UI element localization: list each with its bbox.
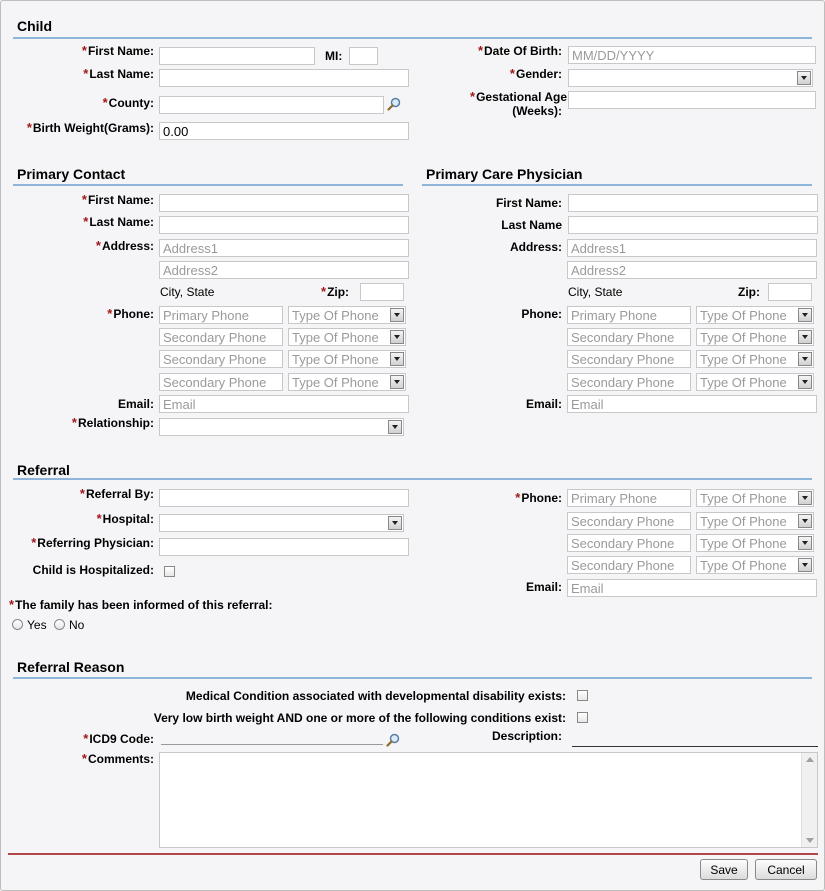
section-divider bbox=[422, 184, 812, 186]
contact-phone-label: *Phone: bbox=[107, 306, 154, 321]
physician-primary-phone-input[interactable] bbox=[567, 306, 691, 324]
child-last-name-input[interactable] bbox=[159, 69, 409, 87]
contact-address1-input[interactable] bbox=[159, 239, 409, 257]
section-title-referral: Referral bbox=[17, 462, 70, 478]
hospital-select[interactable] bbox=[159, 514, 404, 532]
icd9-label: *ICD9 Code: bbox=[83, 731, 154, 746]
physician-secondary-phone-input[interactable] bbox=[567, 373, 691, 391]
contact-secondary-phone-input[interactable] bbox=[159, 328, 283, 346]
referral-email-input[interactable] bbox=[567, 579, 817, 597]
chevron-down-icon bbox=[798, 514, 812, 528]
chevron-down-icon bbox=[390, 352, 404, 366]
chevron-down-icon bbox=[798, 375, 812, 389]
physician-email-input[interactable] bbox=[567, 395, 817, 413]
description-field[interactable] bbox=[572, 746, 818, 747]
physician-address1-input[interactable] bbox=[567, 239, 817, 257]
physician-phone-type-select[interactable]: Type Of Phone bbox=[696, 328, 814, 346]
section-divider bbox=[13, 478, 812, 480]
dob-input[interactable] bbox=[568, 46, 816, 64]
physician-first-name-label: First Name: bbox=[495, 196, 562, 210]
child-last-name-label: *Last Name: bbox=[83, 66, 154, 81]
referral-secondary-phone-input[interactable] bbox=[567, 534, 691, 552]
family-informed-no-radio[interactable] bbox=[54, 619, 65, 630]
referral-by-input[interactable] bbox=[159, 489, 409, 507]
referring-physician-input[interactable] bbox=[159, 538, 409, 556]
contact-last-name-input[interactable] bbox=[159, 216, 409, 234]
low-birth-weight-checkbox[interactable] bbox=[577, 712, 588, 723]
contact-phone-type-select[interactable]: Type Of Phone bbox=[288, 306, 406, 324]
section-title-referral-reason: Referral Reason bbox=[17, 659, 125, 675]
child-county-input[interactable] bbox=[159, 96, 384, 114]
chevron-down-icon bbox=[798, 491, 812, 505]
referral-by-label: *Referral By: bbox=[79, 486, 154, 501]
physician-address-label: Address: bbox=[509, 240, 562, 254]
physician-phone-type-select[interactable]: Type Of Phone bbox=[696, 350, 814, 368]
child-hospitalized-label: Child is Hospitalized: bbox=[32, 563, 154, 577]
contact-secondary-phone-input[interactable] bbox=[159, 350, 283, 368]
physician-secondary-phone-input[interactable] bbox=[567, 350, 691, 368]
referral-secondary-phone-input[interactable] bbox=[567, 512, 691, 530]
comments-textarea[interactable] bbox=[159, 752, 818, 848]
referring-physician-label: *Referring Physician: bbox=[31, 535, 154, 550]
section-title-primary-contact: Primary Contact bbox=[17, 166, 126, 182]
physician-zip-label: Zip: bbox=[738, 285, 760, 299]
chevron-down-icon bbox=[390, 375, 404, 389]
contact-address2-input[interactable] bbox=[159, 261, 409, 279]
chevron-down-icon bbox=[797, 71, 811, 85]
child-hospitalized-checkbox[interactable] bbox=[164, 566, 175, 577]
referral-primary-phone-input[interactable] bbox=[567, 489, 691, 507]
referral-secondary-phone-input[interactable] bbox=[567, 556, 691, 574]
chevron-down-icon bbox=[798, 330, 812, 344]
dob-label: *Date Of Birth: bbox=[477, 43, 562, 58]
comments-label: *Comments: bbox=[81, 751, 154, 766]
child-first-name-label: *First Name: bbox=[81, 43, 154, 58]
scroll-up-icon[interactable] bbox=[806, 757, 814, 762]
relationship-select[interactable] bbox=[159, 418, 404, 436]
chevron-down-icon bbox=[388, 420, 402, 434]
referral-phone-type-select[interactable]: Type Of Phone bbox=[696, 556, 814, 574]
chevron-down-icon bbox=[390, 308, 404, 322]
contact-phone-type-select[interactable]: Type Of Phone bbox=[288, 328, 406, 346]
section-divider bbox=[13, 677, 812, 679]
icd9-input[interactable] bbox=[161, 744, 383, 745]
contact-phone-type-select[interactable]: Type Of Phone bbox=[288, 373, 406, 391]
physician-last-name-label: Last Name bbox=[501, 218, 562, 232]
child-first-name-input[interactable] bbox=[159, 47, 315, 65]
footer-divider bbox=[8, 853, 818, 855]
gestational-age-label: *Gestational Age bbox=[470, 89, 567, 104]
physician-zip-input[interactable] bbox=[768, 283, 812, 301]
physician-first-name-input[interactable] bbox=[568, 194, 818, 212]
contact-zip-label: *Zip: bbox=[321, 284, 350, 299]
family-informed-yes-radio[interactable] bbox=[12, 619, 23, 630]
chevron-down-icon bbox=[390, 330, 404, 344]
family-informed-no-label: No bbox=[69, 618, 85, 632]
section-divider bbox=[13, 37, 812, 39]
cancel-button[interactable]: Cancel bbox=[755, 859, 817, 880]
contact-first-name-label: *First Name: bbox=[81, 192, 154, 207]
contact-city-state: City, State bbox=[160, 285, 215, 299]
section-divider bbox=[13, 184, 403, 186]
medical-condition-checkbox[interactable] bbox=[577, 690, 588, 701]
contact-last-name-label: *Last Name: bbox=[83, 214, 154, 229]
chevron-down-icon bbox=[798, 536, 812, 550]
physician-phone-type-select[interactable]: Type Of Phone bbox=[696, 373, 814, 391]
birth-weight-input[interactable] bbox=[159, 122, 409, 140]
contact-secondary-phone-input[interactable] bbox=[159, 373, 283, 391]
referral-phone-label: *Phone: bbox=[515, 490, 562, 505]
contact-email-input[interactable] bbox=[159, 395, 409, 413]
referral-phone-type-select[interactable]: Type Of Phone bbox=[696, 512, 814, 530]
child-mi-label: MI: bbox=[325, 49, 343, 63]
referral-email-label: Email: bbox=[525, 580, 562, 594]
chevron-down-icon bbox=[798, 352, 812, 366]
chevron-down-icon bbox=[798, 558, 812, 572]
section-title-child: Child bbox=[17, 18, 52, 34]
hospital-label: *Hospital: bbox=[96, 511, 154, 526]
family-informed-label: *The family has been informed of this referral: bbox=[9, 597, 273, 612]
gestational-age-label-weeks: (Weeks): bbox=[512, 104, 562, 118]
child-county-label: *County: bbox=[102, 95, 154, 110]
physician-email-label: Email: bbox=[525, 397, 562, 411]
birth-weight-label: *Birth Weight(Grams): bbox=[26, 120, 154, 135]
medical-condition-label: Medical Condition associated with developmental disability exists: bbox=[185, 689, 566, 703]
description-label: Description: bbox=[491, 729, 562, 743]
gender-label: *Gender: bbox=[509, 66, 562, 81]
relationship-label: *Relationship: bbox=[71, 415, 154, 430]
icd9-search-icon[interactable] bbox=[386, 733, 400, 747]
save-button[interactable]: Save bbox=[700, 859, 748, 880]
chevron-down-icon bbox=[388, 516, 402, 530]
gestational-age-input[interactable] bbox=[568, 91, 816, 109]
physician-phone-type-select[interactable]: Type Of Phone bbox=[696, 306, 814, 324]
physician-secondary-phone-input[interactable] bbox=[567, 328, 691, 346]
family-informed-yes-label: Yes bbox=[27, 618, 47, 632]
gender-select[interactable] bbox=[568, 69, 813, 87]
referral-phone-type-select[interactable]: Type Of Phone bbox=[696, 489, 814, 507]
county-search-icon[interactable] bbox=[387, 97, 401, 111]
contact-phone-type-select[interactable]: Type Of Phone bbox=[288, 350, 406, 368]
comments-scrollbar[interactable] bbox=[801, 753, 817, 847]
contact-email-label: Email: bbox=[117, 397, 154, 411]
scroll-down-icon[interactable] bbox=[806, 838, 814, 843]
chevron-down-icon bbox=[798, 308, 812, 322]
contact-address-label: *Address: bbox=[95, 238, 154, 253]
contact-primary-phone-input[interactable] bbox=[159, 306, 283, 324]
section-title-physician: Primary Care Physician bbox=[426, 166, 583, 182]
physician-address2-input[interactable] bbox=[567, 261, 817, 279]
physician-phone-label: Phone: bbox=[521, 307, 562, 321]
contact-zip-input[interactable] bbox=[360, 283, 404, 301]
child-mi-input[interactable] bbox=[349, 47, 378, 65]
referral-phone-type-select[interactable]: Type Of Phone bbox=[696, 534, 814, 552]
physician-city-state: City, State bbox=[568, 285, 623, 299]
contact-first-name-input[interactable] bbox=[159, 194, 409, 212]
low-birth-weight-label: Very low birth weight AND one or more of the following conditions exist: bbox=[153, 711, 566, 725]
physician-last-name-input[interactable] bbox=[568, 216, 818, 234]
